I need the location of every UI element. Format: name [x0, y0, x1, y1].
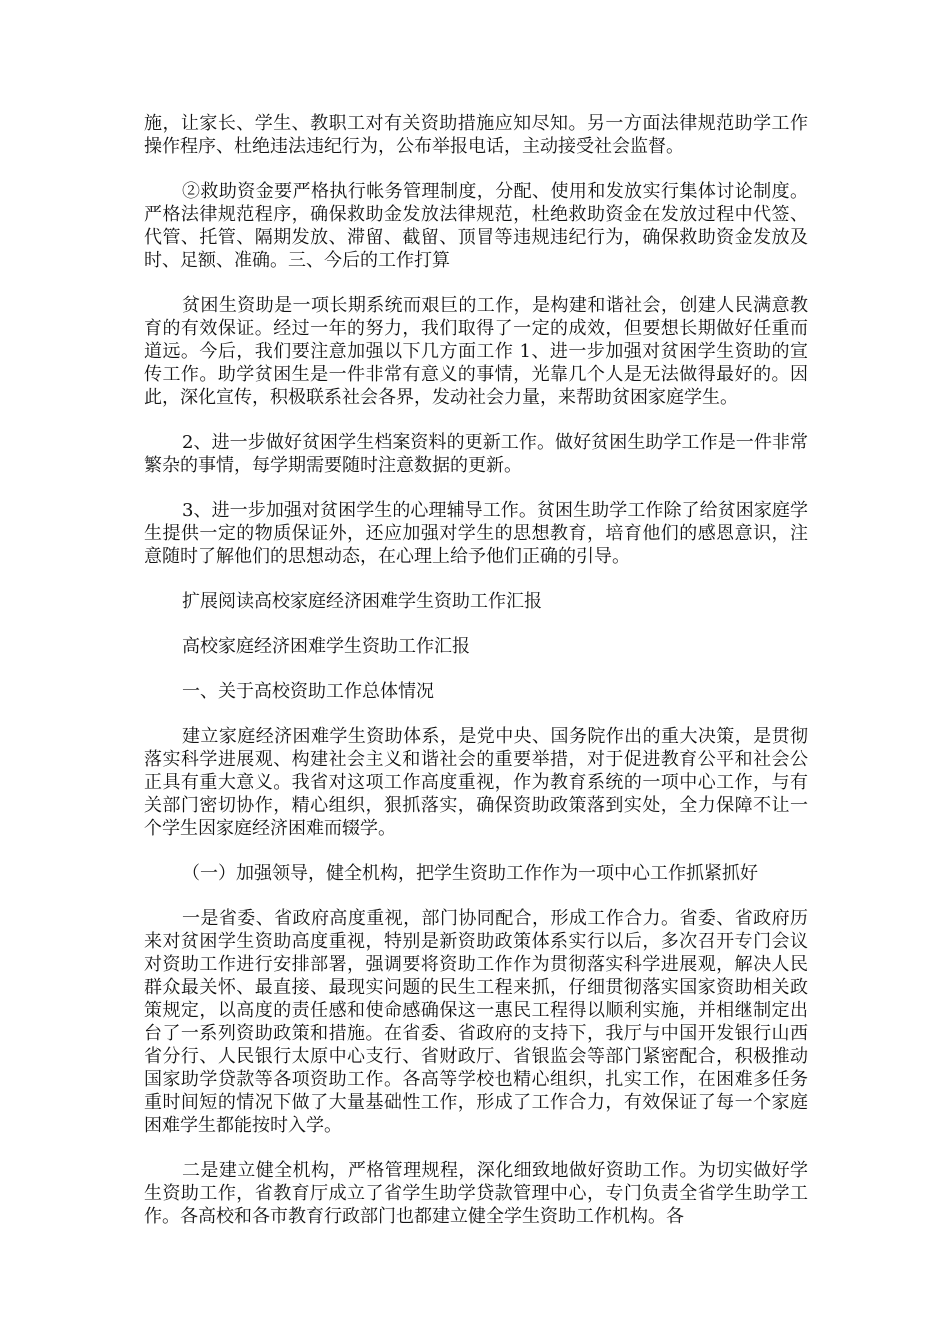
subsection-heading-leadership: （一）加强领导，健全机构，把学生资助工作作为一项中心工作抓紧抓好	[182, 863, 758, 884]
paragraph-institution-building: 二是建立健全机构，严格管理规程，深化细致地做好资助工作。为切实做好学生资助工作，省教育厅成立了省学生助学贷款管理中心，专门负责全省学生助学工作。各高校和各市教育行政部门也都建立健全学生资助工作机构。各	[144, 1160, 808, 1227]
document-body	[144, 112, 808, 1250]
paragraph-government-attention: 一是省委、省政府高度重视，部门协同配合，形成工作合力。省委、省政府历来对贫困学生资助高度重视，特别是新资助政策体系实行以后，多次召开专门会议对资助工作进行安排部署，强调要将资助工作作为贯彻落实科学进展观，解决人民群众最关怀、最直接、最现实问题的民生工程来抓，仔细贯彻落实国家资助相关政策规定，以高度的责任感和使命感确保这一惠民工程得以顺利实施，并相继制定出台了一系列资助政策和措施。在省委、省政府的支持下，我厅与中国开发银行山西省分行、人民银行太原中心支行、省财政厅、省银监会等部门紧密配合，积极推动国家助学贷款等各项资助工作。各高等学校也精心组织，扎实工作，在困难多任务重时间短的情况下做了大量基础性工作，形成了工作合力，有效保证了每一个家庭困难学生都能按时入学。	[144, 908, 808, 1136]
paragraph-continuation: 施，让家长、学生、教职工对有关资助措施应知尽知。另一方面法律规范助学工作操作程序、杜绝违法违纪行为，公布举报电话，主动接受社会监督。	[144, 113, 808, 157]
paragraph-psychological-guidance: 3、进一步加强对贫困学生的心理辅导工作。贫困生助学工作除了给贫困家庭学生提供一定的物质保证外，还应加强对学生的思想教育，培育他们的感恩意识，注意随时了解他们的思想动态，在心理上给予他们正确的引导。	[144, 500, 808, 567]
paragraph-fund-management: ②救助资金要严格执行帐务管理制度，分配、使用和发放实行集体讨论制度。严格法律规范程序，确保救助金发放法律规范，杜绝救助资金在发放过程中代签、代管、托管、隔期发放、滞留、截留、顶冒等违规违纪行为，确保救助资金发放及时、足额、准确。三、今后的工作打算	[144, 181, 808, 271]
paragraph-archive-update: 2、进一步做好贫困学生档案资料的更新工作。做好贫困生助学工作是一件非常繁杂的事情，每学期需要随时注意数据的更新。	[144, 432, 808, 476]
paragraph-system-overview: 建立家庭经济困难学生资助体系，是党中央、国务院作出的重大决策，是贯彻落实科学进展观、构建社会主义和谐社会的重要举措，对于促进教育公平和社会公正具有重大意义。我省对这项工作高度重视，作为教育系统的一项中心工作，与有关部门密切协作，精心组织，狠抓落实，确保资助政策落到实处，全力保障不让一个学生因家庭经济困难而辍学。	[144, 726, 808, 839]
section-heading-overview: 一、关于高校资助工作总体情况	[182, 681, 434, 702]
report-title: 高校家庭经济困难学生资助工作汇报	[182, 636, 470, 657]
extended-reading-title: 扩展阅读高校家庭经济困难学生资助工作汇报	[182, 591, 542, 612]
paragraph-future-work: 贫困生资助是一项长期系统而艰巨的工作，是构建和谐社会，创建人民满意教育的有效保证。经过一年的努力，我们取得了一定的成效，但要想长期做好任重而道远。今后，我们要注意加强以下几方面工作 1、进一步加强对贫困学生资助的宣传工作。助学贫困生是一件非常有意义的事情，光靠几个人是无法做得最好的。因此，深化宣传，积极联系社会各界，发动社会力量，来帮助贫困家庭学生。	[144, 295, 808, 408]
